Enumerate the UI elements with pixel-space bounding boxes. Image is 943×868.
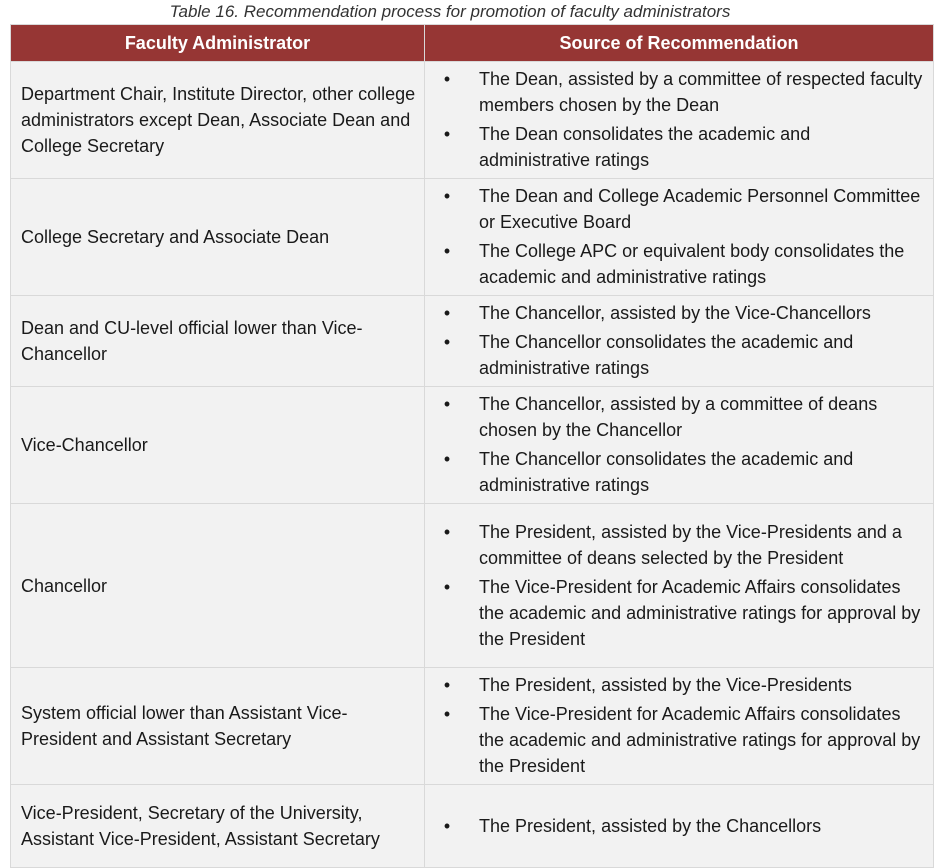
source-text: The President, assisted by the Chancellors [479,815,822,836]
source-list-item [435,701,925,779]
source-of-recommendation-cell [425,668,934,785]
source-text: The Dean, assisted by a committee of respected faculty members chosen by the Dean [479,69,923,115]
bullet-icon: • [443,394,451,414]
source-text: The College APC or equivalent body consolidates the academic and administrative ratings [479,241,905,287]
source-list-item [435,183,925,235]
table-row [11,387,934,504]
bullet-icon: • [443,815,451,836]
faculty-administrator-cell: Chancellor [11,504,425,668]
source-list-item [435,672,925,698]
source-of-recommendation-cell [425,179,934,296]
bullet-icon: • [443,449,451,469]
bullet-icon: • [443,186,451,206]
bullet-icon: • [443,675,451,695]
table-header-row [11,25,934,62]
source-list-item [435,329,925,381]
source-text: The Dean consolidates the academic and administrative ratings [479,124,811,170]
source-list [435,300,925,381]
source-text: The Vice-President for Academic Affairs consolidates the academic and administrative ratings for approval by the President [479,704,921,776]
source-list-item [435,121,925,173]
table-row [11,668,934,785]
source-list-item [435,813,925,839]
header-source-of-recommendation: Source of Recommendation [425,25,934,62]
source-text: The Vice-President for Academic Affairs consolidates the academic and administrative ratings for approval by the President [479,576,921,649]
bullet-icon: • [443,69,451,89]
source-list [435,183,925,290]
source-list-item [435,391,925,443]
faculty-administrator-cell: Department Chair, Institute Director, other college administrators except Dean, Associate Dean and College Secretary [11,62,425,179]
bullet-icon: • [443,124,451,144]
faculty-administrator-cell: System official lower than Assistant Vice-President and Assistant Secretary [11,668,425,785]
source-of-recommendation-cell [425,504,934,668]
bullet-icon: • [443,576,451,597]
bullet-icon: • [443,521,451,542]
bullet-icon: • [443,332,451,352]
source-list-item [435,446,925,498]
table-row [11,296,934,387]
source-list [435,66,925,173]
recommendation-table [10,24,934,868]
source-list-item [435,66,925,118]
table-row [11,179,934,296]
table-caption: Table 16. Recommendation process for promotion of faculty administrators [169,2,731,21]
table-row [11,504,934,668]
source-list-item [435,300,925,326]
faculty-administrator-cell: Vice-Chancellor [11,387,425,504]
source-text: The Chancellor consolidates the academic and administrative ratings [479,332,854,378]
source-list [435,391,925,498]
source-text: The President, assisted by the Vice-Presidents and a committee of deans selected by the President [479,521,902,568]
bullet-icon: • [443,704,451,724]
faculty-administrator-cell: Dean and CU-level official lower than Vice-Chancellor [11,296,425,387]
source-list [435,672,925,779]
source-of-recommendation-cell [425,296,934,387]
source-text: The Dean and College Academic Personnel Committee or Executive Board [479,186,921,232]
source-of-recommendation-cell [425,785,934,868]
source-list-item [435,238,925,290]
faculty-administrator-cell: Vice-President, Secretary of the University, Assistant Vice-President, Assistant Secretary [11,785,425,868]
source-of-recommendation-cell [425,387,934,504]
header-faculty-administrator: Faculty Administrator [11,25,425,62]
source-list [435,813,925,839]
table-row [11,62,934,179]
bullet-icon: • [443,303,451,323]
source-list-item [435,519,925,571]
bullet-icon: • [443,241,451,261]
source-text: The Chancellor, assisted by a committee of deans chosen by the Chancellor [479,394,878,440]
source-text: The Chancellor consolidates the academic and administrative ratings [479,449,854,495]
faculty-administrator-cell: College Secretary and Associate Dean [11,179,425,296]
table-row [11,785,934,868]
source-text: The President, assisted by the Vice-Presidents [479,675,852,695]
source-list [435,519,925,652]
source-list-item [435,574,925,652]
source-of-recommendation-cell [425,62,934,179]
source-text: The Chancellor, assisted by the Vice-Chancellors [479,303,871,323]
